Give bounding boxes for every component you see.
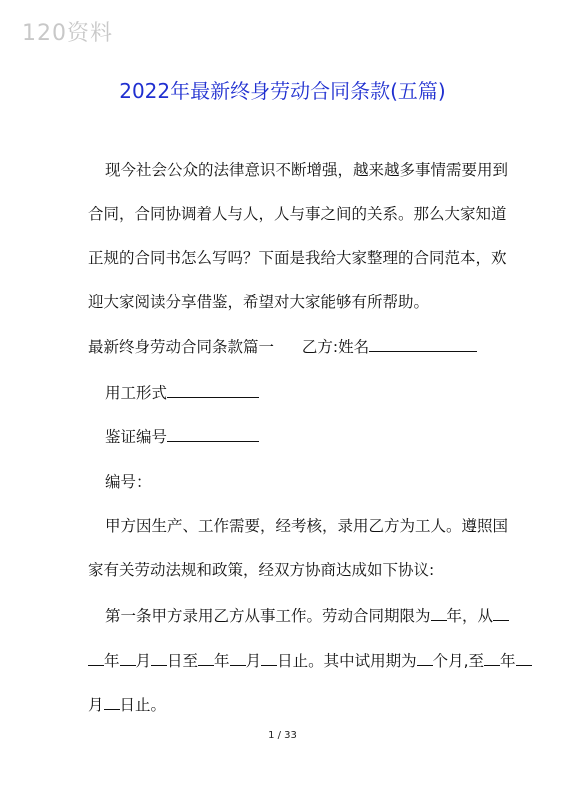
para-a-line-2: 家有关劳动法规和政策，经双方协商达成如下协议: (88, 561, 435, 579)
probation-year-blank (484, 651, 500, 666)
start-year-blank-cont (88, 651, 104, 666)
article1-text: 第一条甲方录用乙方从事工作。劳动合同期限为 (105, 607, 431, 625)
term-years-blank (431, 606, 447, 621)
para-a-line-1: 甲方因生产、工作需要，经考核，录用乙方为工人。遵照国 (105, 517, 509, 535)
document-title: 2022年最新终身劳动合同条款(五篇) (119, 79, 446, 103)
employment-form-blank (167, 383, 259, 398)
intro-line-4: 迎大家阅读分享借鉴，希望对大家能够有所帮助。 (88, 293, 430, 311)
article1-line-2 (88, 651, 532, 671)
article1-text: 日止。 (119, 696, 167, 714)
number-label: 编号： (105, 473, 152, 491)
party-b-label: 乙方:姓名 (301, 338, 370, 356)
article1-line-1 (105, 606, 509, 626)
employment-form-label: 用工形式 (105, 384, 168, 402)
employment-form-line (105, 383, 259, 403)
intro-line-1: 现今社会公众的法律意识不断增强，越来越多事情需要用到 (105, 161, 509, 179)
article1-text: 日至 (167, 652, 199, 670)
article1-text: 年 (104, 652, 120, 670)
end-month-blank (230, 651, 246, 666)
intro-line-3: 正规的合同书怎么写吗？下面是我给大家整理的合同范本，欢 (88, 249, 507, 267)
article1-text: 月 (88, 696, 104, 714)
article1-text: 年 (500, 652, 516, 670)
section-heading-line (88, 337, 477, 357)
article1-text: 个月,至 (432, 652, 485, 670)
start-year-blank (493, 606, 509, 621)
article1-line-3 (88, 695, 166, 715)
start-month-blank (120, 651, 136, 666)
probation-months-blank (417, 651, 433, 666)
verification-no-line (105, 427, 259, 447)
verification-no-label: 鉴证编号 (105, 428, 168, 446)
watermark: 120资料 (22, 21, 113, 46)
end-year-blank (198, 651, 214, 666)
end-day-blank (261, 651, 277, 666)
probation-month-blank (516, 651, 532, 666)
intro-line-2: 合同，合同协调着人与人，人与事之间的关系。那么大家知道 (88, 205, 507, 223)
verification-no-blank (167, 427, 259, 442)
start-day-blank (151, 651, 167, 666)
article1-text: 月 (245, 652, 262, 670)
article1-text: 年 (214, 652, 230, 670)
article1-text: 年，从 (446, 607, 494, 625)
party-b-name-blank (369, 337, 477, 352)
page-number: 1 / 33 (268, 730, 297, 741)
probation-day-blank (104, 695, 120, 710)
article1-text: 日止。其中试用期为 (277, 652, 417, 670)
section-heading: 最新终身劳动合同条款篇一 (88, 338, 275, 356)
article1-text: 月 (135, 652, 152, 670)
